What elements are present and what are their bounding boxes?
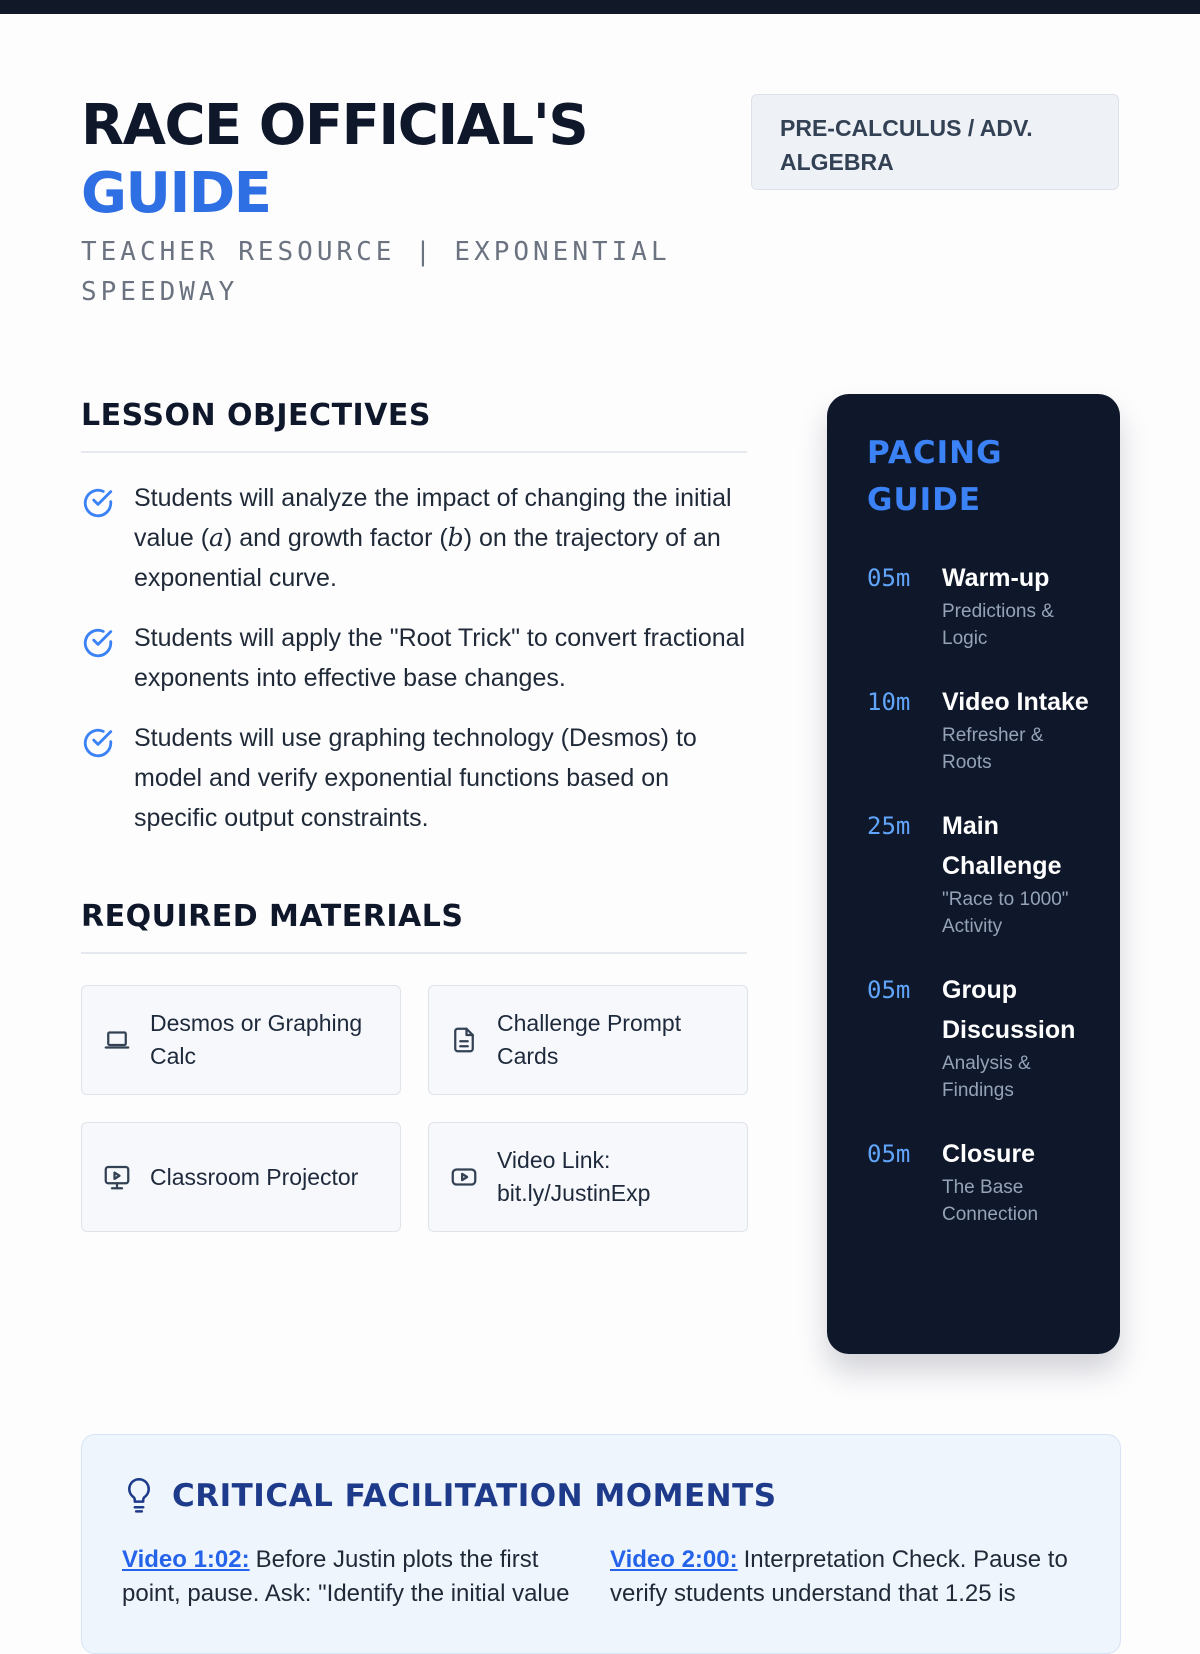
objectives-heading: LESSON OBJECTIVES (81, 398, 747, 453)
pacing-time: 05m (867, 1140, 911, 1168)
pacing-time: 25m (867, 812, 911, 840)
objectives-list (81, 478, 747, 858)
page-title-line2: GUIDE (81, 161, 271, 226)
top-bar (0, 0, 1200, 14)
video-timestamp-link[interactable]: Video 2:00: (610, 1546, 738, 1573)
pacing-guide-title: PACING GUIDE (867, 435, 1003, 518)
variable-a: a (209, 523, 224, 552)
pacing-desc: The Base Connection (942, 1177, 1039, 1225)
pacing-name: Warm-up (942, 564, 1050, 592)
video-link-label[interactable]: Video Link: bit.ly/JustinExp (497, 1147, 651, 1206)
pacing-time: 05m (867, 564, 911, 592)
objective-item (81, 718, 747, 838)
moment-item (122, 1543, 592, 1611)
pacing-item (867, 558, 1090, 652)
monitor-play-icon (102, 1162, 132, 1192)
check-circle-icon (81, 626, 115, 660)
pacing-desc: Analysis & Findings (942, 1053, 1031, 1101)
objective-text-1: Students will analyze the impact of changing the initial value ( (134, 484, 732, 552)
check-circle-icon (81, 486, 115, 520)
objective-item (81, 618, 747, 698)
pacing-item (867, 1134, 1090, 1228)
page-title-line1: RACE OFFICIAL'S (81, 93, 588, 158)
pacing-desc: Refresher & Roots (942, 725, 1044, 773)
lightbulb-icon (122, 1475, 156, 1517)
critical-moments-title: CRITICAL FACILITATION MOMENTS (172, 1478, 777, 1514)
video-timestamp-link[interactable]: Video 1:02: (122, 1546, 250, 1573)
pacing-item (867, 970, 1090, 1104)
moment-item (610, 1543, 1080, 1611)
material-label: Desmos or Graphing Calc (150, 1010, 363, 1069)
material-card[interactable] (428, 1122, 748, 1232)
moment-text: Before Justin plots the first point, pause. Ask: "Identify the initial value (122, 1546, 570, 1607)
material-card (428, 985, 748, 1095)
critical-moments-panel (81, 1434, 1121, 1654)
materials-heading: REQUIRED MATERIALS (81, 899, 747, 954)
check-circle-icon (81, 726, 115, 760)
material-label: Challenge Prompt Cards (497, 1010, 682, 1069)
page-title (81, 92, 721, 228)
pacing-time: 05m (867, 976, 911, 1004)
material-label: Classroom Projector (150, 1163, 359, 1190)
document-icon (449, 1025, 479, 1055)
material-card (81, 1122, 401, 1232)
pacing-name: Main Challenge (942, 812, 1062, 880)
material-card (81, 985, 401, 1095)
pacing-item (867, 806, 1090, 940)
objective-text-2: ) and growth factor ( (223, 524, 448, 552)
pacing-desc: Predictions & Logic (942, 601, 1054, 649)
pacing-desc: "Race to 1000" Activity (942, 889, 1069, 937)
course-badge: PRE-CALCULUS / ADV. ALGEBRA (751, 94, 1119, 190)
objective-text: Students will apply the "Root Trick" to convert fractional exponents into effective base changes. (134, 624, 746, 692)
pacing-item (867, 682, 1090, 776)
moment-text: Interpretation Check. Pause to verify students understand that 1.25 is (610, 1546, 1068, 1607)
objective-text: Students will use graphing technology (Desmos) to model and verify exponential functions based on specific output constraints. (134, 724, 697, 832)
page-subtitle: TEACHER RESOURCE | EXPONENTIAL SPEEDWAY (81, 237, 671, 307)
pacing-name: Closure (942, 1140, 1036, 1168)
laptop-icon (102, 1025, 132, 1055)
variable-b: b (447, 523, 464, 552)
pacing-name: Group Discussion (942, 976, 1076, 1044)
pacing-name: Video Intake (942, 688, 1089, 716)
pacing-guide-panel (827, 394, 1120, 1354)
objective-text-3: ) on the trajectory of an exponential curve. (134, 524, 721, 592)
video-icon (449, 1162, 479, 1192)
pacing-time: 10m (867, 688, 911, 716)
objective-item (81, 478, 747, 598)
